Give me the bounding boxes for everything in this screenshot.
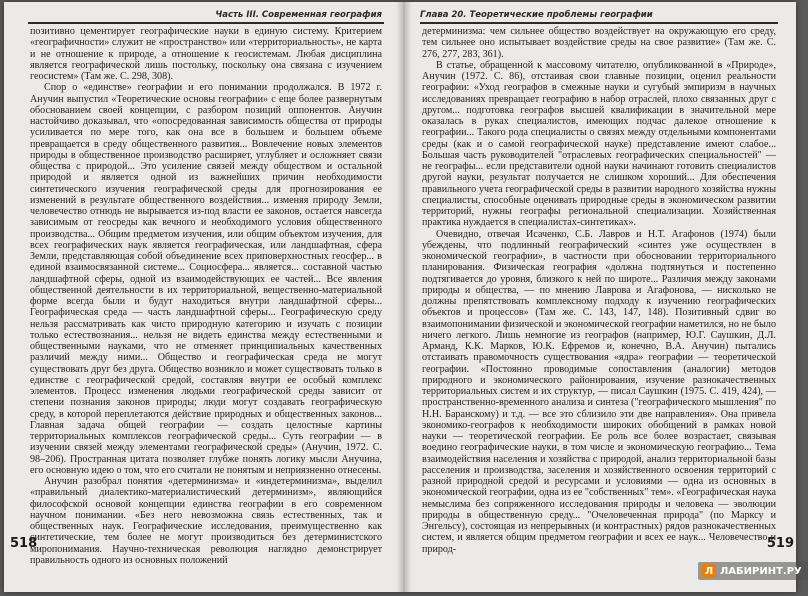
right-page xyxy=(412,2,796,592)
paragraph: Спор о «единстве» географии и его понимании продолжался. В 1972 г. Анучин выпустил «Теоретические основы географии» с еще более развернутым обоснованием своей концепции, с разбором позиций оппонентов. Анучин настойчиво доказывал, что «опосредованная зависимость общества от природы усиливается по мере того, как она все в большем и большем объеме превращается в среду общественного развития... Вовлечение новых элементов природы в общественное производство расширяет, углубляет и осложняет связи общества с природой... Это усиление связей между обществом и остальной природой и является одной из важнейших причин необходимости синтетического изучения географической среды для прогнозирования ее изменений в результате общественного воздействия... изменяя природу Земли, человечество отнюдь не вырывается из-под власти ее законов, остается навсегда зависимым от геосреды как вечного и необходимого условия общественного производства... Общим предметом изучения, или общим объектом изучения, для всех географических наук является географическая, или ландшафтная, сфера Земли, представляющая собой объединение всех приповерхностных геосфер... в единой взаимосвязанной системе... Социосфера... является... составной частью ландшафтной сферы, одной из взаимодействующих ее частей... Все явления общественной деятельности в их территориальной, вещественно-материальной форме всегда были и будут находиться внутри ландшафтной сферы... Географическая среда — часть ландшафтной сферы... Географическую среду нельзя рассматривать как чисто природную категорию и изучать с позиции только естествознания... нельзя не видеть единства между естественными и общественными науками, что не отменяет принципиальных качественных различий между ними... Общество и географическая среда не могут существовать друг без друга. Общество возникло и может существовать только в единстве с географической средой, составляя внутри ее особый комплекс элементов. Процесс изменения людьми географической среды зависит от степени познания законов природы; люди могут создавать географическую среду, в которой переплетаются действие природных и общественных законов... Главная задача общей географии — создать целостные картины территориальных комплексов географической среды... Суть географии — в изучении связей между элементами географической среды» (Анучин, 1972. С. 98–206). Пространная цитата позволяет глубже понять логику мысли Анучина, его основную идею о том, что его считали не понятым и неприязненно отнесены. xyxy=(30,82,382,476)
paragraph: Анучин разобрал понятия «детерминизма» и «индетерминизма», выделил «правильный диалектико-материалистический детерминизм», являющийся философской основой концепции единства географии в его современном научном понимании. «Без него невозможна связь естественных, так и общественных наук. Географические исследования, преимущественно как синтетические, тем более не могут производиться без детерминистского миропонимания. Научно-техническая революция наглядно демонстрирует правильность одного из основных положений xyxy=(30,476,382,566)
running-head-left: Часть III. Современная география xyxy=(215,10,382,20)
labirint-logo-icon: Л xyxy=(702,564,716,578)
page-number-right: 519 xyxy=(766,536,794,551)
book-spread xyxy=(4,2,802,592)
book-gutter xyxy=(396,2,412,592)
labirint-watermark xyxy=(698,562,808,580)
left-page xyxy=(4,2,396,592)
running-head-right: Глава 20. Теоретические проблемы географии xyxy=(420,10,653,20)
paragraph: Очевидно, отвечая Исаченко, С.Б. Лавров и Н.Т. Агафонов (1974) были убеждены, что подлинный географический «синтез уже осуществлен в экономической географии», в частности при обосновании территориального планирования. Физическая география «должна подтянуться и постепенно подтягивается до уровня, близкого к ней по широте... Различия между законами природы и общества, — по мнению Лаврова и Агафонова, — нисколько не должны препятствовать комплексному подходу к изучению географических объектов и процессов» (Там же. С. 143, 147, 148). Позитивный сдвиг во взаимопонимании физической и экономической географии наметился, но не было ничего легкого. Лишь немногие из географов (например, Ю.Г. Саушкин, Д.Л. Арманд, К.К. Марков, Ю.К. Ефремов и, конечно, В.А. Анучин) пытались отстаивать правомочность существования «ядра» географии — теоретической географии. «Постоянно проводимые сопоставления (аналогии) методов природного и экономического районирования, изучение разнокачественных территориальных систем и их структур, — писал Саушкин (1975. С. 419, 424), — пространственно-временного анализа и синтеза ("географического мышления" по Н.Н. Баранскому) и т.д. — все это сблизило эти две направления». Она привела экономико-географов к необходимости широких обобщений в рамках новой науки — теоретической географии. Ее роль все более возрастает, связывая воедино географические науки, в том числе и экономическую географию... Тема взаимодействия населения и хозяйства с природой, анализ территориальной базы расселения и производства, заселения и хозяйственного освоения территорий с разной природной средой и ресурсами и условиями — одна из основных в экономической географии, одна из ее "собственных" тем». «Географическая наука немыслима без сопряженного исследования природы и человека — эволюции природы в общественную среду... "Очеловеченная природа" (по Марксу и Энгельсу), состоящая из непрерывных (и контрастных) рядов разнокачественных систем, и является общим предметом географии и всех ее наук... Человечество и природ- xyxy=(422,228,776,555)
page-number-left: 518 xyxy=(10,536,38,551)
header-rule-right xyxy=(420,22,778,24)
header-rule-left xyxy=(28,22,384,24)
watermark-text: ЛАБИРИНТ.РУ xyxy=(720,565,802,577)
paragraph: позитивно цементирует географические науки в единую систему. Критерием «географичности» служит не «пространство» или «территориальность», не карта и не отношение к природе, а отношение к геосистемам. Любая дисциплина является географической лишь постольку, поскольку она связана с изучением геосистем» (Там же. С. 298, 308). xyxy=(30,26,382,82)
paragraph: детерминизма: чем сильнее общество воздействует на окружающую его среду, тем сильнее оно испытывает воздействие среды на свое развитие» (Там же. С. 276, 277, 283, 361). xyxy=(422,26,776,60)
left-page-body xyxy=(30,26,382,566)
paragraph: В статье, обращенной к массовому читателю, опубликованной в «Природе», Анучин (1972. С. 86), отстаивая свои главные позиции, оценил реальности географии: «Уход географов в смежные науки и сугубый эмпиризм в научных исследованиях превращает географию в набор отраслей, плохо связанных друг с другом... подготовка географов высшей квалификации в значительной мере оказалась в руках специалистов, имеющих подчас далекое отношение к географии... Такого рода специалисты о связях между отдельными компонентами среды (как и о самой географической науке) представление имеют слабое... Большая часть руководителей "отраслевых географических специальностей" — не географы... если представители одной науки начинают готовить специалистов другой науки, результат получается не слишком хороший... Для обеспечения правильного учета географической среды в развитии народного хозяйства нужны специалисты, способные оценивать природные среды в экономическом развитии территорий, нужны географы региональной специализации. Хозяйственная практика нуждается в специалистах-синтетиках». xyxy=(422,59,776,229)
right-page-body xyxy=(422,26,776,554)
